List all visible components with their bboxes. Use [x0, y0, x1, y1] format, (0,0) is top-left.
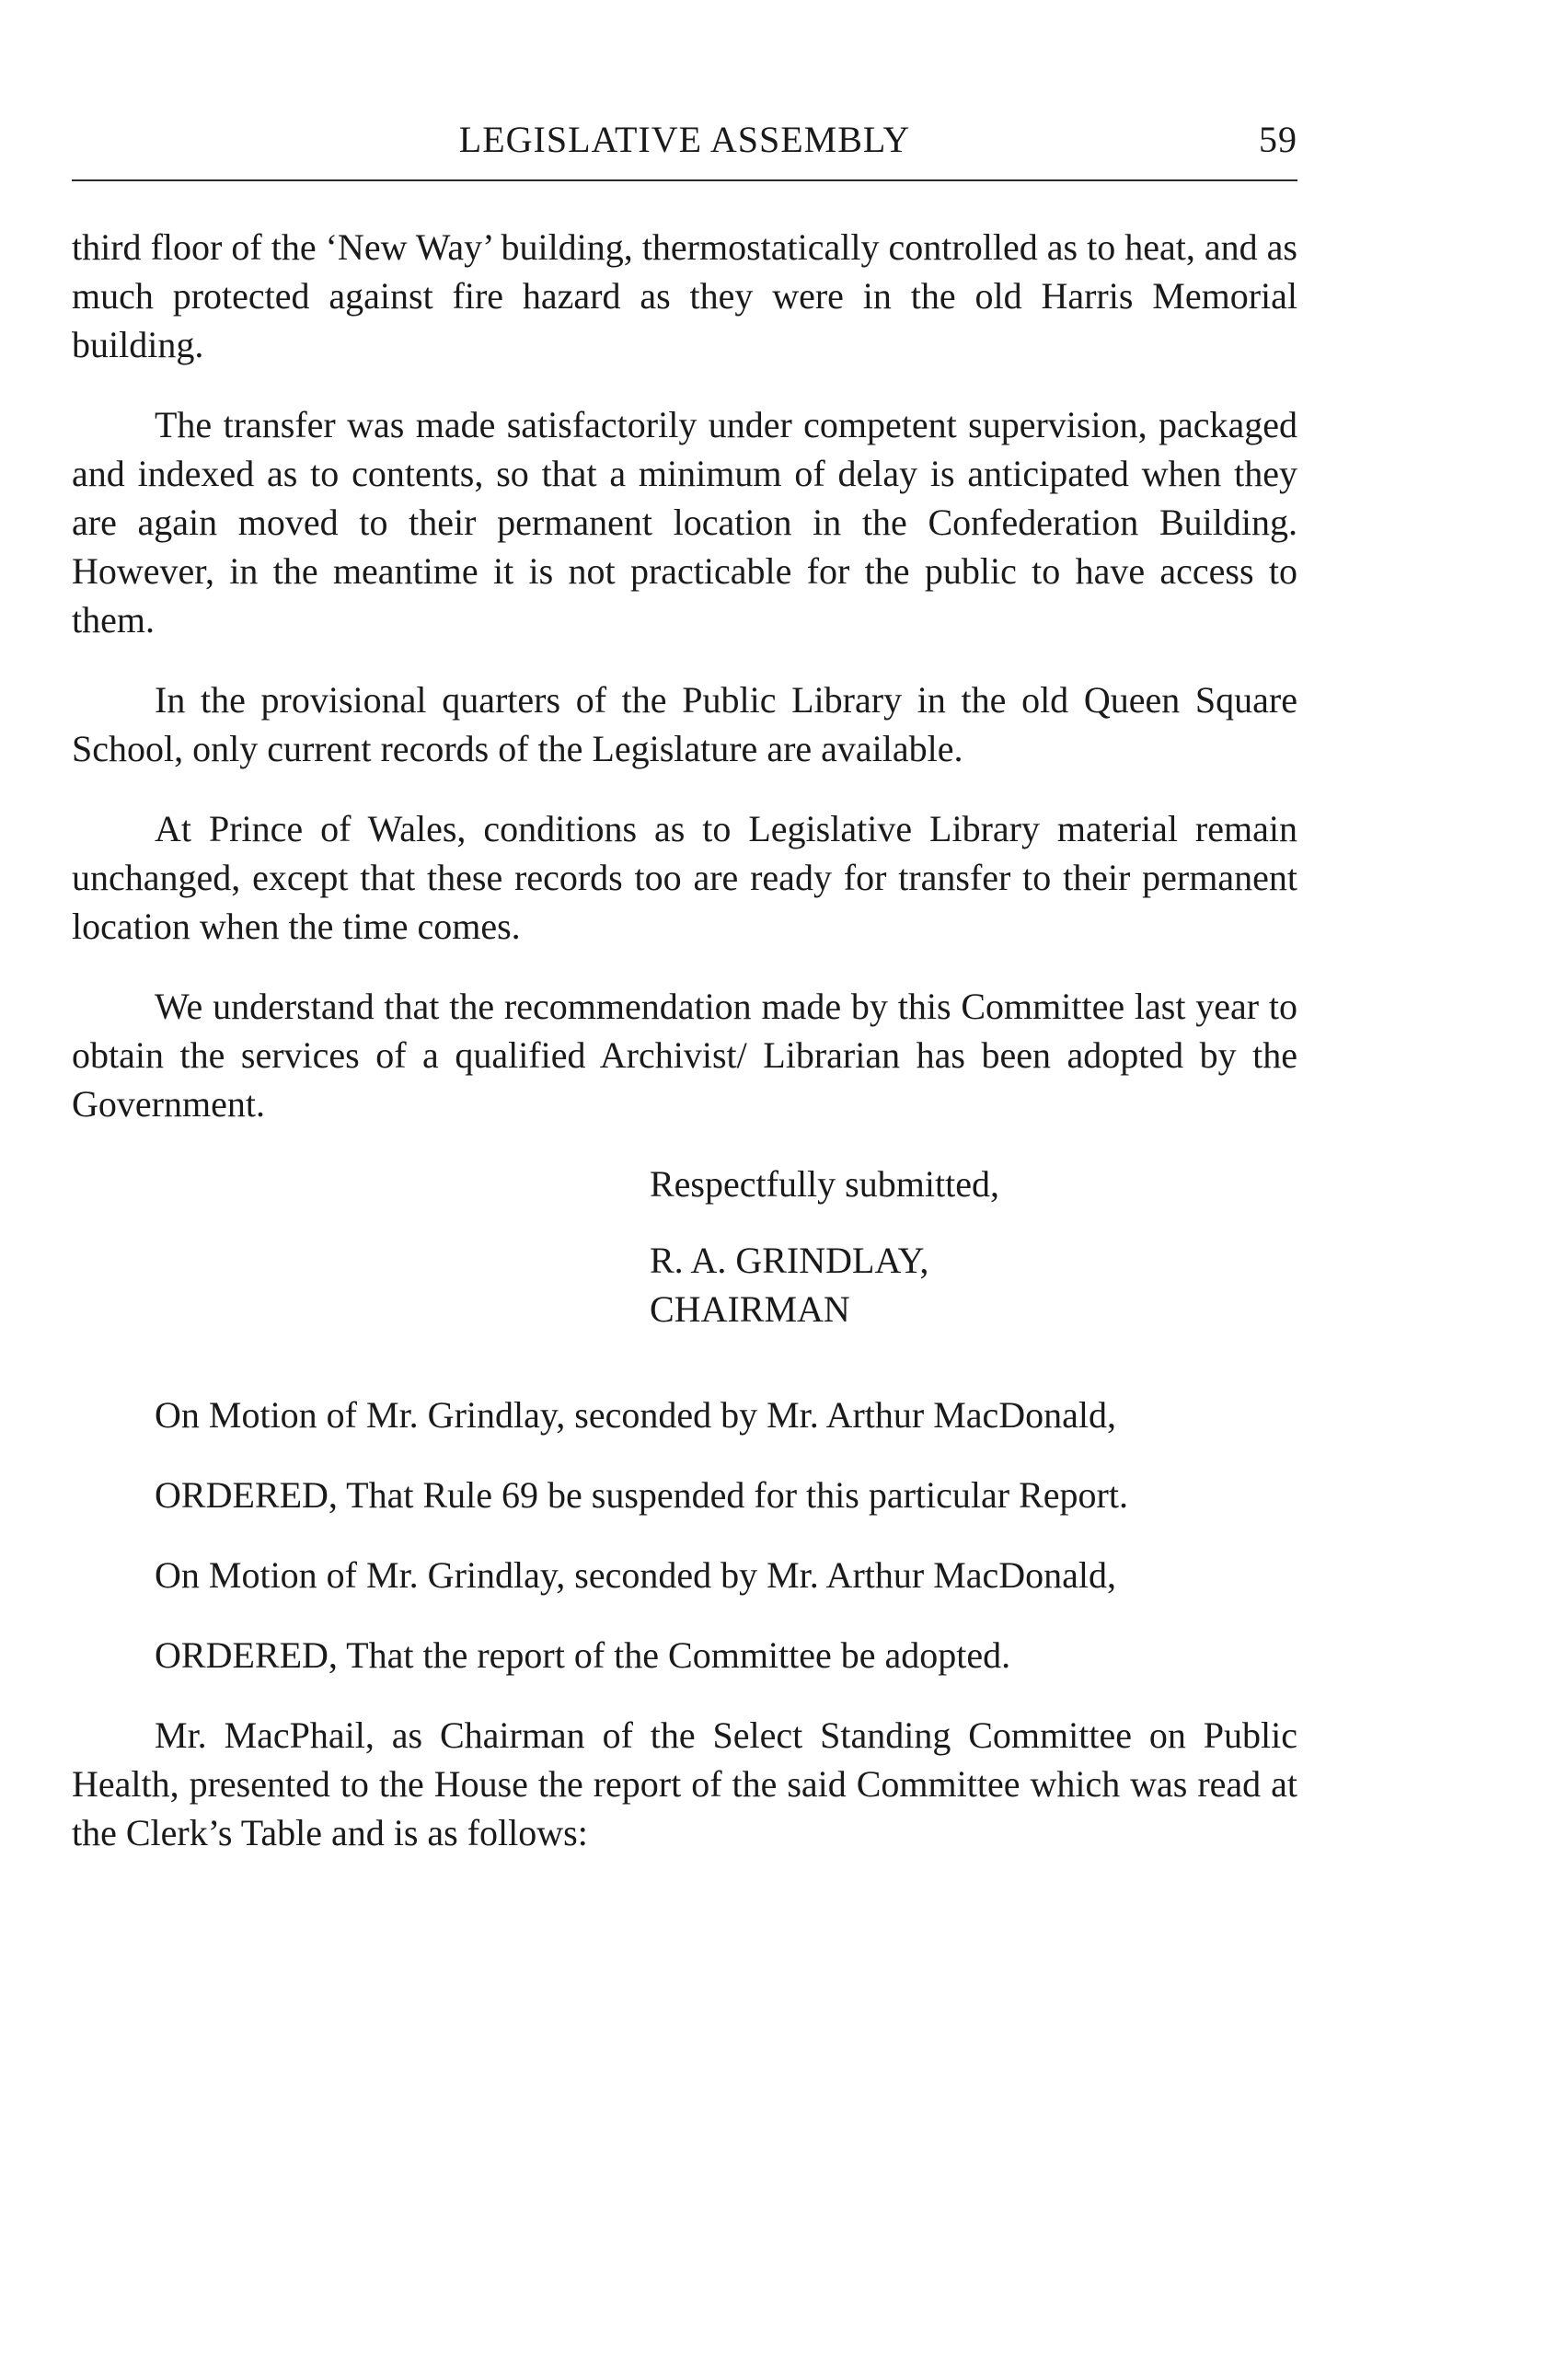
signature-title: CHAIRMAN [650, 1288, 850, 1330]
paragraph-prince-of-wales: At Prince of Wales, conditions as to Legislative Library material remain unchanged, except that these records too are ready for transfer to their permanent location when the time comes. [72, 808, 1297, 947]
header-rule [72, 179, 1297, 181]
running-header-title: LEGISLATIVE ASSEMBLY [458, 119, 911, 160]
signature-block [650, 1236, 1297, 1333]
signature-closing: Respectfully submitted, [650, 1163, 999, 1205]
page-number: 59 [1259, 119, 1297, 160]
proceeding-motion-1: On Motion of Mr. Grindlay, seconded by Mr. Arthur MacDonald, [155, 1394, 1117, 1436]
proceeding-ordered-2: ORDERED, That the report of the Committee be adopted. [155, 1634, 1011, 1676]
body-text [72, 223, 1297, 1888]
paragraph-continued: third floor of the ‘New Way’ building, thermostatically controlled as to heat, and as much protected against fire hazard as they were in the old Harris Memorial building. [72, 226, 1297, 365]
proceeding-macphail-report: Mr. MacPhail, as Chairman of the Select Standing Committee on Public Health, presented to the House the report of the said Committee which was read at the Clerk’s Table and is as follows: [72, 1714, 1297, 1853]
proceeding-ordered-1: ORDERED, That Rule 69 be suspended for this particular Report. [155, 1474, 1128, 1516]
signature-name: R. A. GRINDLAY, [650, 1240, 929, 1281]
running-header [72, 118, 1297, 169]
proceeding-motion-2: On Motion of Mr. Grindlay, seconded by Mr. Arthur MacDonald, [155, 1554, 1117, 1596]
paragraph-transfer: The transfer was made satisfactorily under competent supervision, packaged and indexed as to contents, so that a minimum of delay is anticipated when they are again moved to their permanent location in the Confederation Building. However, in the meantime it is not practicable for the public to have access to them. [72, 404, 1297, 641]
paragraph-provisional-quarters: In the provisional quarters of the Public Library in the old Queen Square School, only current records of the Legislature are available. [72, 679, 1297, 769]
paragraph-archivist: We understand that the recommendation made by this Committee last year to obtain the services of a qualified Archivist/ Librarian has been adopted by the Government. [72, 986, 1297, 1125]
